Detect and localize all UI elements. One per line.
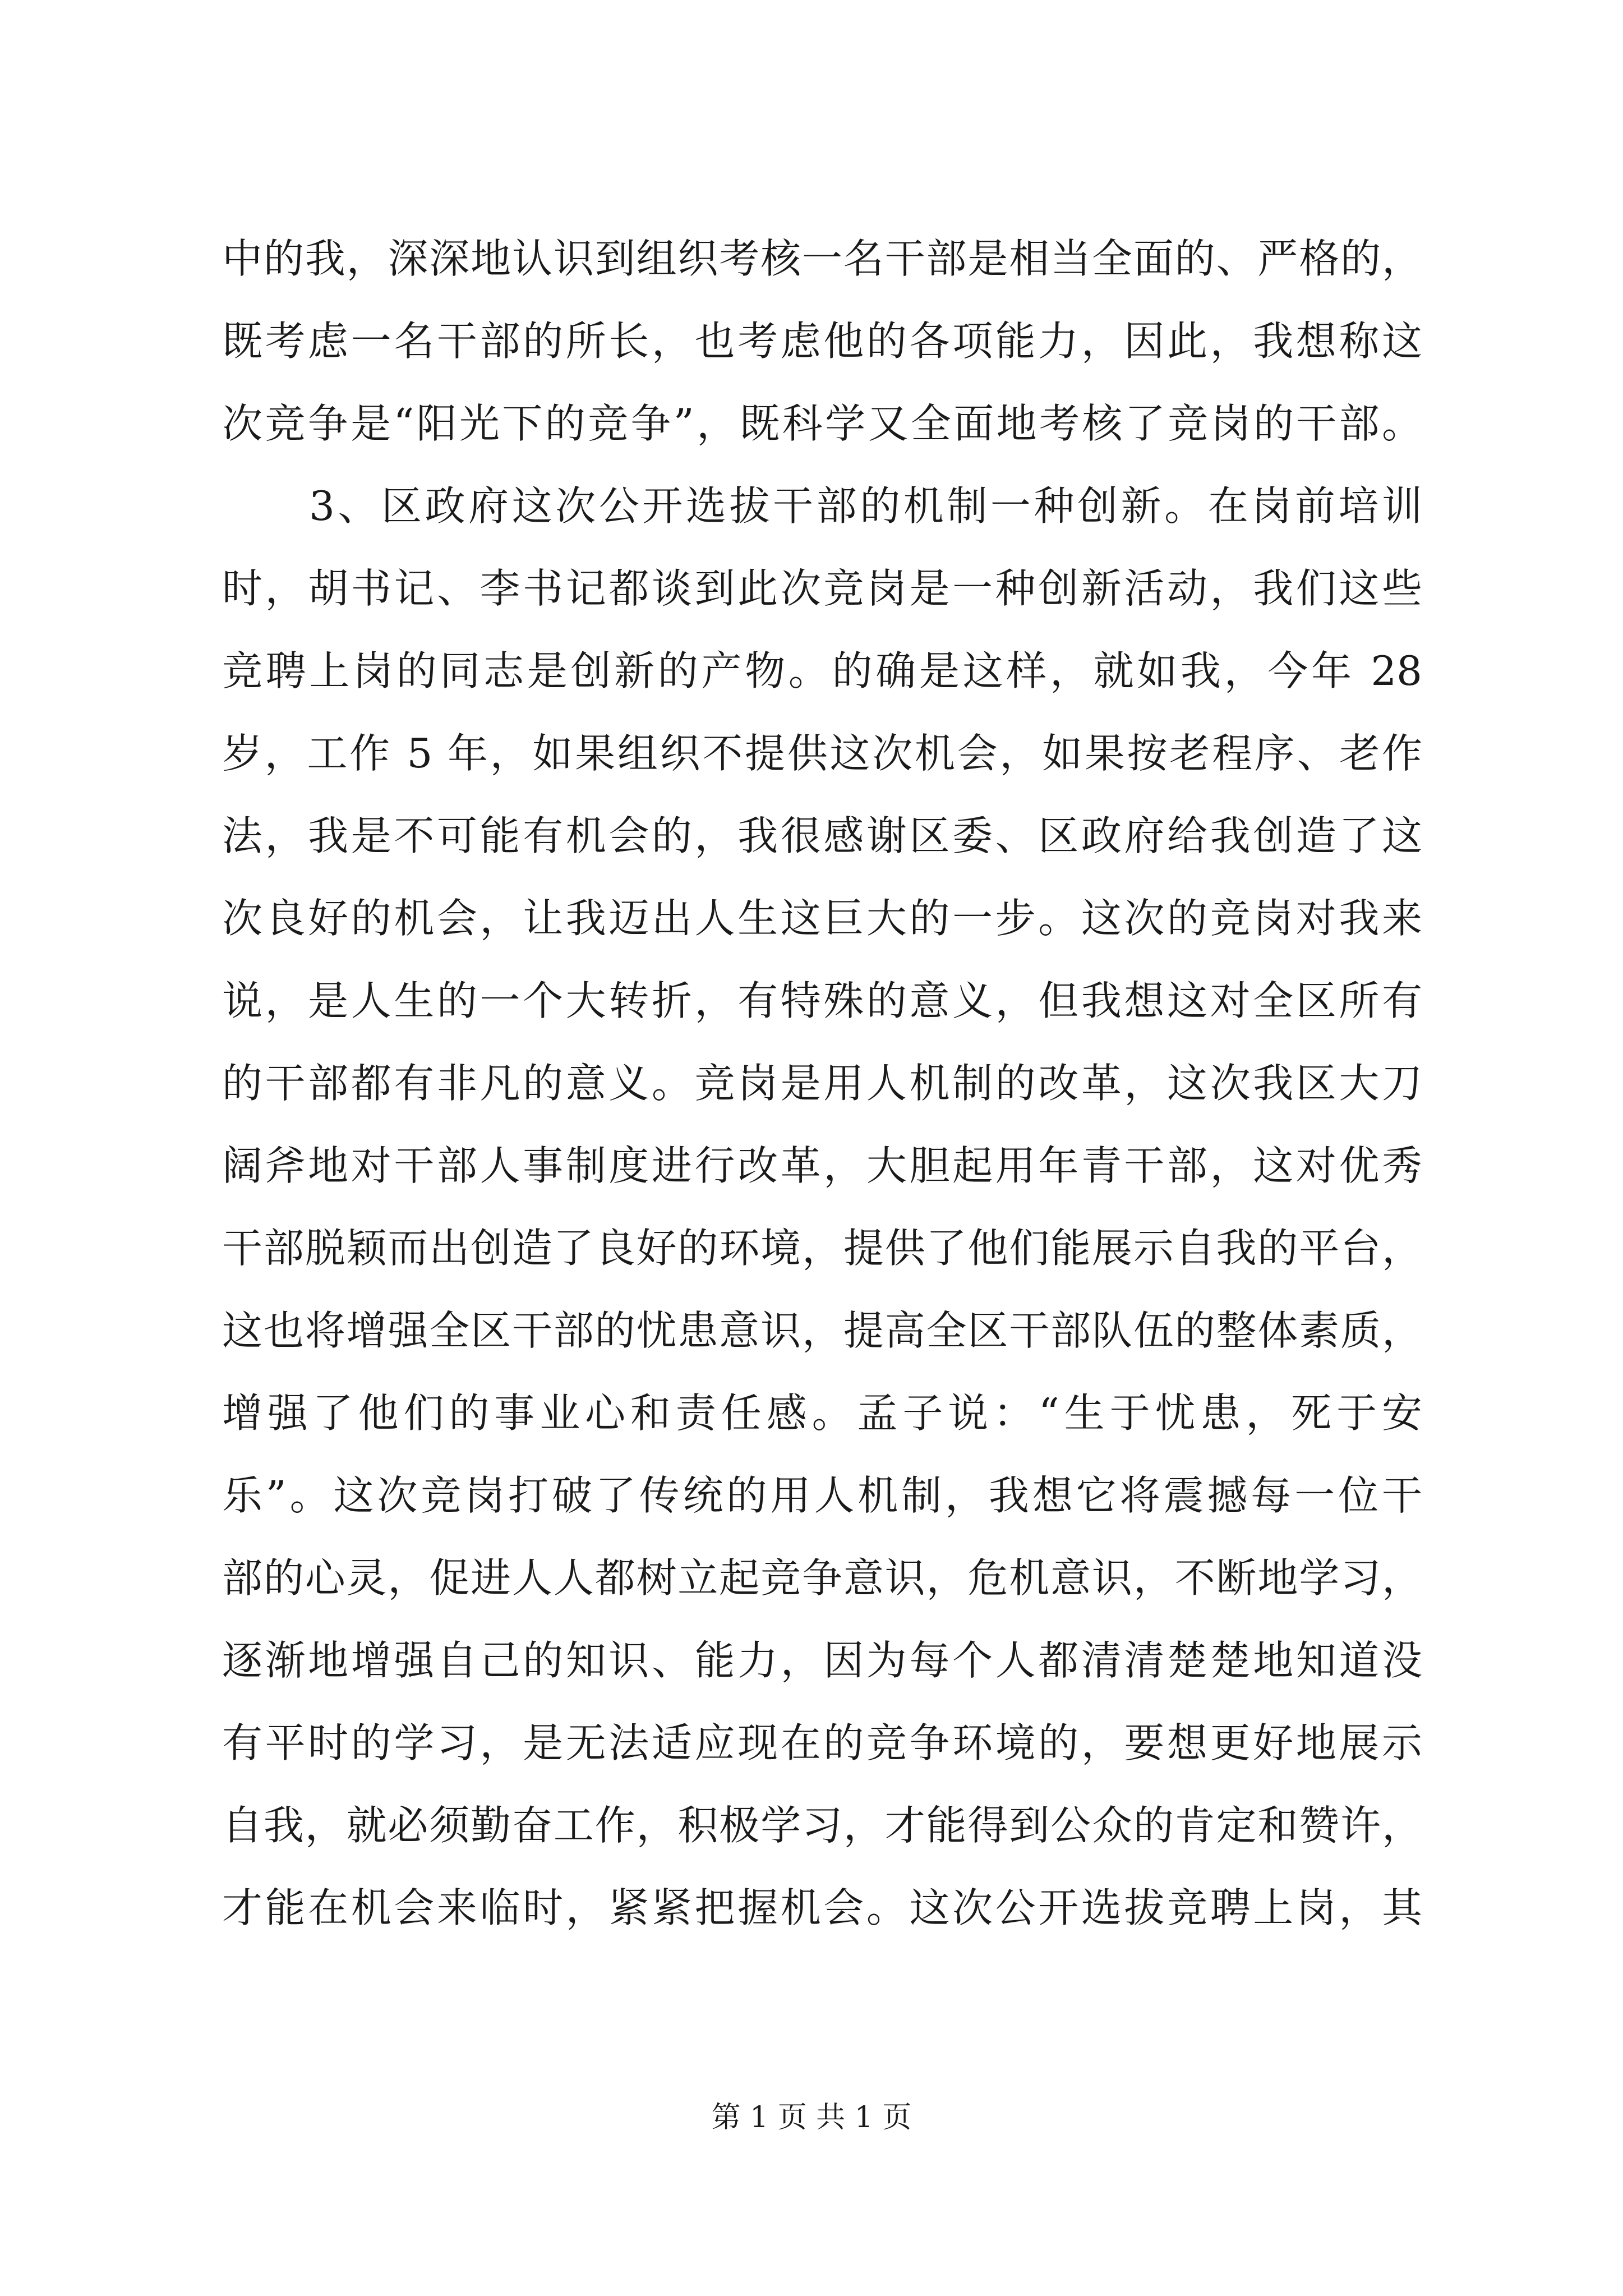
text-line: 中的我，深深地认识到组织考核一名干部是相当全面的、严格的， bbox=[222, 235, 1422, 282]
text-line: 竞聘上岗的同志是创新的产物。的确是这样，就如我，今年 28 bbox=[222, 647, 1422, 694]
text-line: 增强了他们的事业心和责任感。孟子说：“生于忧患，死于安 bbox=[222, 1389, 1422, 1437]
text-line: 次良好的机会，让我迈出人生这巨大的一步。这次的竞岗对我来 bbox=[222, 895, 1422, 942]
text-line: 逐渐地增强自己的知识、能力，因为每个人都清清楚楚地知道没 bbox=[222, 1637, 1422, 1684]
text-line: 乐”。这次竞岗打破了传统的用人机制，我想它将震撼每一位干 bbox=[222, 1472, 1422, 1519]
text-line: 法，我是不可能有机会的，我很感谢区委、区政府给我创造了这 bbox=[222, 812, 1422, 859]
text-line: 这也将增强全区干部的忧患意识，提高全区干部队伍的整体素质， bbox=[222, 1307, 1422, 1354]
text-line: 的干部都有非凡的意义。竞岗是用人机制的改革，这次我区大刀 bbox=[222, 1060, 1422, 1107]
body-text bbox=[222, 218, 1422, 1949]
text-line: 岁，工作 5 年，如果组织不提供这次机会，如果按老程序、老作 bbox=[222, 730, 1422, 777]
page-footer: 第 1 页 共 1 页 bbox=[711, 2101, 912, 2134]
text-line: 自我，就必须勤奋工作，积极学习，才能得到公众的肯定和赞许， bbox=[222, 1802, 1422, 1849]
text-line: 既考虑一名干部的所长，也考虑他的各项能力，因此，我想称这 bbox=[222, 318, 1422, 365]
text-line: 有平时的学习，是无法适应现在的竞争环境的，要想更好地展示 bbox=[222, 1719, 1422, 1766]
text-line: 部的心灵，促进人人都树立起竞争意识，危机意识，不断地学习， bbox=[222, 1554, 1422, 1602]
text-line: 干部脱颖而出创造了良好的环境，提供了他们能展示自我的平台， bbox=[222, 1225, 1422, 1272]
text-line: 3、区政府这次公开选拔干部的机制一种创新。在岗前培训 bbox=[222, 482, 1422, 530]
text-line: 才能在机会来临时，紧紧把握机会。这次公开选拔竞聘上岗，其 bbox=[222, 1884, 1422, 1931]
text-line: 时，胡书记、李书记都谈到此次竞岗是一种创新活动，我们这些 bbox=[222, 565, 1422, 612]
text-line: 说，是人生的一个大转折，有特殊的意义，但我想这对全区所有 bbox=[222, 977, 1422, 1024]
text-line: 次竞争是“阳光下的竞争”，既科学又全面地考核了竞岗的干部。 bbox=[222, 400, 1422, 447]
text-line: 阔斧地对干部人事制度进行改革，大胆起用年青干部，这对优秀 bbox=[222, 1142, 1422, 1189]
